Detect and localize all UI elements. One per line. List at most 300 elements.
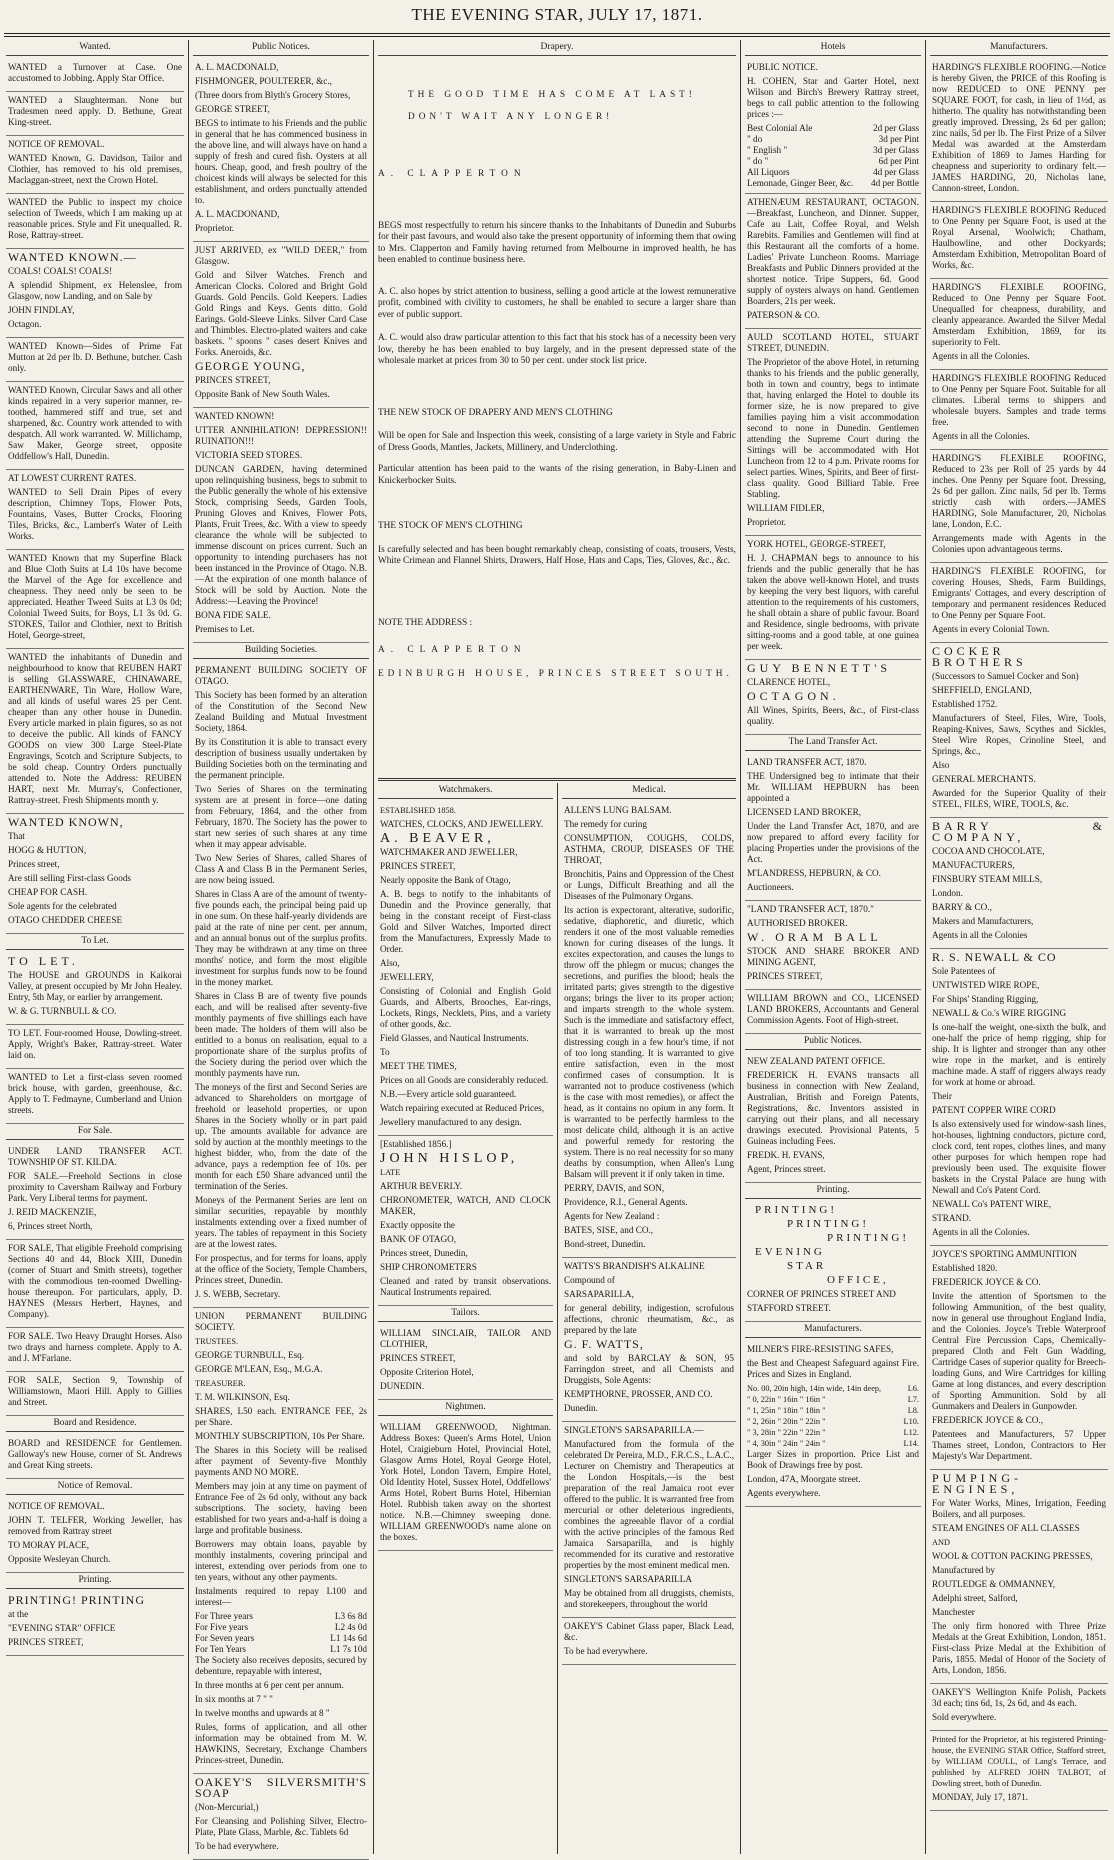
ad-line: (Non-Mercurial,) bbox=[195, 1802, 259, 1812]
ad-line: To be had everywhere. bbox=[195, 1841, 279, 1851]
ad-text: In three months at 6 per cent per annum. bbox=[195, 1680, 344, 1690]
ad-line: SHIP CHRONOMETERS bbox=[380, 1262, 477, 1272]
price-row bbox=[747, 145, 919, 156]
ad-text: WILLIAM GREENWOOD, Nightman. Address Boxes: Queen's Arms Hotel, Union Hotel, Craigieburn Hotel, Provincial Hotel, Glasgow Arms Hotel, Royal George Hotel, York Hotel, London Tavern, Empire Hotel, Old Identity Hotel, Sussex Hotel, Oddfellows' Arms Hotel, Robert Burns Hotel, Hibernian Hotel. Rubbish taken away on the shortest notice. N.B.—Chimney sweeping done. WILLIAM GREENWOOD's name alone on the boxes. bbox=[380, 1422, 551, 1542]
section-heading: Manufacturers. bbox=[930, 42, 1108, 56]
ad-title: WANTED KNOWN, bbox=[8, 815, 124, 829]
ad-title: PERMANENT BUILDING SOCIETY OF OTAGO. bbox=[195, 665, 367, 686]
price-value: L14. bbox=[903, 1439, 919, 1448]
ad-title: NOTICE OF REMOVAL. bbox=[8, 139, 105, 149]
advert bbox=[6, 249, 184, 338]
ad-text: Borrowers may obtain loans, payable by monthly instalments, covering principal and interest, extending over periods from one to ten years, without any other payments. bbox=[195, 1539, 367, 1582]
ad-text: for general debility, indigestion, scrofulous affections, chronic rheumatism, &c., as prepared by the late bbox=[564, 1303, 734, 1335]
ad-text: HARDING'S FLEXIBLE ROOFING Reduced to One Penny per Square Foot. Suitable for all climates. Liberal terms to shippers and wholesale buyers. Samples and trade terms free. bbox=[932, 373, 1106, 427]
ad-line: CONSUMPTION, COUGHS, COLDS, ASTHMA, CROUP, DISEASES OF THE THROAT, bbox=[564, 833, 734, 865]
ad-title: NEW ZEALAND PATENT OFFICE. bbox=[747, 1056, 886, 1066]
ad-line: SINGLETON'S SARSAPARILLA bbox=[564, 1574, 693, 1584]
ad-text: Under the Land Transfer Act, 1870, and are now prepared to afford every facility for placing Properties under the provisions of the Act. bbox=[747, 821, 919, 864]
ad-subtitle: COALS! COALS! COALS! bbox=[8, 266, 113, 276]
ad-line: T. M. WILKINSON, Esq. bbox=[195, 1392, 290, 1402]
section-heading: Tailors. bbox=[378, 1308, 553, 1322]
ad-line: Nearly opposite the Bank of Otago, bbox=[380, 875, 511, 885]
drapery-advert bbox=[378, 40, 736, 775]
advert bbox=[378, 1325, 553, 1400]
ad-line: MEET THE TIMES, bbox=[380, 1061, 457, 1071]
advert bbox=[6, 1592, 184, 1656]
ad-signature: WILLIAM FIDLER, bbox=[747, 503, 825, 513]
ad-text: In twelve months and upwards at 8 " bbox=[195, 1708, 330, 1718]
ad-line: SHEFFIELD, ENGLAND, bbox=[932, 685, 1032, 695]
ad-signature: GEORGE YOUNG, bbox=[195, 359, 306, 373]
ad-line: May be obtained from all druggists, chemists, and storekeepers, throughout the world bbox=[564, 1588, 734, 1609]
ad-line: CHRONOMETER, WATCH, AND CLOCK MAKER, bbox=[380, 1195, 551, 1216]
ad-line: Prices on all Goods are considerably reduced. bbox=[380, 1075, 549, 1085]
ad-line: (Successors to Samuel Cocker and Son) bbox=[932, 671, 1079, 681]
ad-text: Gold and Silver Watches. French and American Clocks. Colored and Bright Gold Guards. Gold Pencils. Gold Keepers. Ladies Gold Rings and Keys. Gents ditto. Gold Earings. Gold-Sleeve Links. Silver Card Case and Thimbles. Electro-plated waiters and cake baskets. " spoons " cases desert Knives and Forks. Aneroids, &c. bbox=[195, 270, 367, 357]
ad-line: BATES, SISE, and CO., bbox=[564, 1225, 654, 1235]
price-row bbox=[747, 134, 919, 145]
ad-signature: A. L. MACDONAND, bbox=[195, 209, 280, 219]
ad-line: NEWALL Co's PATENT WIRE, bbox=[932, 1199, 1052, 1209]
ad-line: Jewellery manufactured to any design. bbox=[380, 1117, 522, 1127]
ad-line: LICENSED LAND BROKER, bbox=[747, 807, 862, 817]
ad-line: LATE bbox=[380, 1168, 401, 1177]
ad-text: Members may join at any time on payment of Entrance Fee of 2s 6d only, without any back subscriptions. The society, having been established for two years and-a-half is doing a large and profitable business. bbox=[195, 1481, 367, 1535]
section-heading: The Land Transfer Act. bbox=[745, 737, 921, 751]
printing-line: PRINTING! bbox=[827, 1232, 909, 1244]
advert bbox=[6, 1372, 184, 1416]
ad-line: For Ships' Standing Rigging, bbox=[932, 994, 1039, 1004]
ad-line: [Established 1856.] bbox=[380, 1139, 452, 1149]
ad-title: GUY BENNETT'S bbox=[747, 661, 892, 675]
ad-text: OAKEY'S Wellington Knife Polish, Packets 3d each; tins 6d, 1s, 2s 6d, and 4s each. bbox=[932, 1687, 1106, 1708]
column-hotels bbox=[745, 40, 921, 1854]
ad-line: STRAND. bbox=[932, 1213, 972, 1223]
ad-line: PRINCES STREET, bbox=[747, 971, 823, 981]
ad-text: Is one-half the weight, one-sixth the bulk, and one-half the price of hemp rigging, ship for ship. It is lighter and stronger than any other wire rope in the market, and is entirely machine made. A staff of riggers always ready for work at home or abroad. bbox=[932, 1022, 1106, 1087]
ad-line: TO MORAY PLACE, bbox=[8, 1540, 90, 1550]
section-heading: Manufacturers. bbox=[745, 1324, 921, 1338]
advert bbox=[6, 1328, 184, 1372]
ad-line: at the bbox=[8, 1609, 29, 1619]
ad-text: HARDING'S FLEXIBLE ROOFING, Reduced to 23s per Roll of 25 yards by 44 inches. One Penny per Square foot. Dressing, 2s 6d per gallon. Zinc nails, 5d per lb. Terms strictly cash with orders.—JAMES HARDING, Sole Manufacturer, 20, Nicholas lane, London, E.C. bbox=[932, 453, 1106, 529]
ad-text: WILLIAM BROWN and CO., LICENSED LAND BROKERS, Accountants and General Commission Agents. Foot of High-street. bbox=[747, 993, 919, 1025]
advert bbox=[562, 802, 736, 1258]
ad-line: TREASURER. bbox=[195, 1379, 246, 1388]
drapery-address: EDINBURGH HOUSE, PRINCES STREET SOUTH. bbox=[378, 668, 733, 679]
ad-title: SINGLETON'S SARSAPARILLA.— bbox=[564, 1425, 704, 1435]
column-medical bbox=[562, 783, 736, 1854]
section-heading: Nightmen. bbox=[378, 1402, 553, 1416]
ad-line: Are still selling First-class Goods bbox=[8, 873, 132, 883]
ad-text: FREDERICK H. EVANS transacts all business in connection with New Zealand, Australian, British and Foreign Patents, Registrations, &c. Inventors assisted in carrying out their plans, and all necessary drawings executed. Provisional Patents, 5 Guineas including Fees. bbox=[747, 1070, 919, 1146]
ad-line: N.B.—Every article sold guaranteed. bbox=[380, 1089, 517, 1099]
price-label: For Ten Years bbox=[195, 1644, 246, 1654]
ad-title: JUST ARRIVED, ex "WILD DEER," from Glasgow. bbox=[195, 245, 367, 266]
advert bbox=[930, 279, 1108, 370]
ad-title: COCKER BROTHERS bbox=[932, 644, 1027, 669]
price-row bbox=[747, 1416, 919, 1427]
ad-line: To bbox=[380, 1047, 390, 1057]
price-row bbox=[747, 167, 919, 178]
printing-address: CORNER OF PRINCES STREET AND bbox=[747, 1289, 896, 1299]
imprint-date: MONDAY, July 17, 1871. bbox=[932, 1792, 1028, 1802]
drapery-merchant-name: A. CLAPPERTON bbox=[378, 169, 527, 179]
ad-line: BANK OF OTAGO, bbox=[380, 1234, 457, 1244]
ad-text: WANTED Known—Sides of Prime Fat Mutton at 2d per lb. D. Bethune, butcher. Cash only. bbox=[8, 341, 182, 373]
ad-title: WATTS'S BRANDISH'S ALKALINE bbox=[564, 1261, 705, 1271]
ad-line: FREDERICK JOYCE & CO., bbox=[932, 1415, 1044, 1425]
ad-merchant: JOHN HISLOP, bbox=[380, 1151, 519, 1166]
ad-text: HARDING'S FLEXIBLE ROOFING.—Notice is hereby Given, the PRICE of this Roofing is now REDUCED to ONE PENNY per SQUARE FOOT, for cash, in lieu of 1½d, as hitherto. The quality has notwithstanding been greatly improved. Dressing, 2s 6d per gallon; zinc nails, 5d per lb. The First Prize of a Silver Medal was awarded at the Amsterdam Exhibition of 1869 to James Harding for cheapness and superiority to ordinary felt.—JAMES HARDING, 20, Nicholas lane, Cannon-street, London. bbox=[932, 62, 1106, 193]
price-value: L2 4s 0d bbox=[334, 1622, 367, 1632]
drapery-paragraph: A. C. also hopes by strict attention to business, selling a good article at the lowest remunerative profit, combined with civility to customers, he shall be enabled to secure a larger share than ever of public support. bbox=[378, 286, 736, 320]
section-heading: Printing. bbox=[745, 1185, 921, 1199]
drapery-note: NOTE THE ADDRESS : bbox=[378, 617, 473, 628]
ad-title: PUMPING-ENGINES, bbox=[932, 1471, 1023, 1496]
ad-text: This Society has been formed by an alteration of the Constitution of the Second New Zealand Building and Mutual Investment Society, 1864. bbox=[195, 690, 367, 733]
ad-line: Princes street, bbox=[8, 859, 60, 869]
ad-line: CLARENCE HOTEL, bbox=[747, 677, 831, 687]
advert bbox=[930, 563, 1108, 643]
ad-title: A. L. MACDONALD, bbox=[195, 62, 279, 72]
ad-text: The HOUSE and GROUNDS in Kaikorai Valley, at present occupied by Mr John Healey. Entry, 5th May, or earlier by arrangement. bbox=[8, 970, 182, 1002]
price-label: Best Colonial Ale bbox=[747, 123, 813, 133]
column-wanted bbox=[6, 40, 184, 1854]
drapery-headline: THE GOOD TIME HAS COME AT LAST! bbox=[408, 90, 696, 100]
ad-line: Their bbox=[932, 1091, 952, 1101]
price-label: " 0, 22in " 16in " 16in " bbox=[747, 1395, 826, 1404]
ad-line: Opposite Criterion Hotel, bbox=[380, 1367, 474, 1377]
ad-line: Princes street, Dunedin, bbox=[380, 1248, 468, 1258]
ad-signature: FREDK. H. EVANS, bbox=[747, 1150, 825, 1160]
ad-line: BONA FIDE SALE. bbox=[195, 610, 271, 620]
imprint bbox=[930, 1731, 1108, 1811]
ad-line: ROUTLEDGE & OMMANNEY, bbox=[932, 1579, 1056, 1589]
ad-signature: JOHN FINDLAY, bbox=[8, 305, 75, 315]
advert bbox=[930, 370, 1108, 450]
ad-line: Proprietor. bbox=[747, 517, 787, 527]
ad-line: London. bbox=[932, 888, 963, 898]
price-label: For Three years bbox=[195, 1611, 253, 1621]
ad-text: JOHN T. TELFER, Working Jeweller, has removed from Rattray street bbox=[8, 1515, 182, 1536]
printing-address: STAFFORD STREET. bbox=[747, 1303, 831, 1313]
ad-line: Agent, Princes street. bbox=[747, 1164, 826, 1174]
price-value: 6d per Pint bbox=[878, 156, 919, 166]
price-row bbox=[747, 1438, 919, 1449]
ad-text: A. B. begs to notify to the inhabitants of Dunedin and the Province generally, that being in the constant receipt of First-class Gold and Silver Watches, Imported direct from the Manufacturers, Expressly Made to Order. bbox=[380, 889, 551, 954]
ad-line: Sold everywhere. bbox=[932, 1712, 997, 1722]
ad-title: UNION PERMANENT BUILDING SOCIETY. bbox=[195, 1311, 367, 1332]
price-value: L1 7s 10d bbox=[330, 1644, 367, 1654]
ad-text: WANTED to Let a first-class seven roomed brick house, with garden, greenhouse, &c. Apply to T. Fedmayne, Cumberland and Union streets. bbox=[8, 1072, 182, 1115]
ad-line: FREDERICK JOYCE & CO. bbox=[932, 1277, 1041, 1287]
price-label: " English " bbox=[747, 145, 788, 155]
advert bbox=[6, 649, 184, 814]
ad-line: FINSBURY STEAM MILLS, bbox=[932, 874, 1043, 884]
advert bbox=[745, 660, 921, 735]
section-heading: Wanted. bbox=[6, 42, 184, 56]
ad-line: AUTHORISED BROKER. bbox=[747, 918, 848, 928]
ad-line: STEAM ENGINES OF ALL CLASSES bbox=[932, 1523, 1080, 1533]
drapery-paragraph: Particular attention has been paid to the wants of the rising generation, in Baby-Linen and Knickerbocker Suits. bbox=[378, 464, 736, 486]
ad-line: Watch repairing executed at Reduced Prices, bbox=[380, 1103, 545, 1113]
advert bbox=[930, 1684, 1108, 1731]
ad-title: R. S. NEWALL & CO bbox=[932, 950, 1057, 964]
advert bbox=[930, 949, 1108, 1246]
ad-text: The Proprietor of the above Hotel, in returning thanks to his friends and the public generally, both in town and country, begs to intimate that, having enlarged the Hotel to double its former size, he is now prepared to give families paying him a visit accommodation second to none in Dunedin. Gentlemen attending the Supreme Court during the Sittings will be accommodated with Hot Luncheon from 12 to 4 p.m. Private rooms for select parties. Wines, Spirits, and Beer of first-class quality. Good Billiard Table. Free Stabling. bbox=[747, 357, 919, 499]
ad-signature: PATERSON & CO. bbox=[747, 310, 820, 320]
ad-line: Agents in all the Colonies bbox=[932, 930, 1028, 940]
ad-text: The Society also receives deposits, secured by debenture, repayable with interest, bbox=[195, 1655, 367, 1676]
ad-text: Is also extensively used for window-sash lines, hot-houses, lightning conductors, picture cord, clock cord, tent ropes, clothes lines, and many other purposes for which hempen rope had previously been used. The exquisite flower baskets in the Crystal Palace are hung with Newall and Co's Patent Cord. bbox=[932, 1119, 1106, 1195]
ad-line: "EVENING STAR" OFFICE bbox=[8, 1623, 116, 1633]
ad-line: Agents in all the Colonies. bbox=[932, 431, 1030, 441]
advert bbox=[930, 59, 1108, 202]
ad-text: OAKEY'S Cabinet Glass paper, Black Lead, &c. bbox=[564, 1621, 734, 1642]
ad-line: Also, bbox=[380, 958, 400, 968]
price-value: L1 14s 6d bbox=[330, 1633, 367, 1643]
advert bbox=[930, 643, 1108, 818]
ad-text: H. COHEN, Star and Garter Hotel, next Wilson and Birch's Brewery Rattray street, begs to call public attention to the following prices :— bbox=[747, 76, 919, 119]
ad-signature: M'LANDRESS, HEPBURN, & CO. bbox=[747, 868, 881, 878]
masthead-title: THE EVENING STAR, JULY 17, 1871. bbox=[411, 5, 703, 24]
price-row bbox=[747, 1405, 919, 1416]
ad-text: FOR SALE, Section 9, Township of Williamstown, Maori Hill. Apply to Gillies and Street. bbox=[8, 1375, 182, 1407]
ad-line: Manufactured by bbox=[932, 1565, 996, 1575]
printing-line: OFFICE, bbox=[827, 1274, 889, 1286]
ad-place: Octagon. bbox=[8, 319, 42, 329]
advert bbox=[930, 450, 1108, 563]
ad-text: BOARD and RESIDENCE for Gentlemen. Galloway's new House, corner of St. Andrews and Great King streets. bbox=[8, 1438, 182, 1470]
column-divider bbox=[740, 40, 741, 1854]
ad-line: To be had everywhere. bbox=[564, 1646, 648, 1656]
drapery-paragraph: BEGS most respectfully to return his sincere thanks to the Inhabitants of Dunedin and Suburbs for their past favours, and would also take the present opportunity of informing them that owing to Mrs. Clapperton and Family having returned from Melbourne in improved health, he has been enabled to continue business here. bbox=[378, 220, 736, 265]
price-row bbox=[747, 123, 919, 134]
price-value: 3d per Pint bbox=[878, 134, 919, 144]
advert bbox=[193, 1774, 369, 1860]
drapery-subhead: THE NEW STOCK OF DRAPERY AND MEN'S CLOTHING bbox=[378, 407, 613, 418]
advert bbox=[930, 1470, 1108, 1684]
ad-line: OTAGO CHEDDER CHEESE bbox=[8, 915, 123, 925]
price-value: L10. bbox=[903, 1417, 919, 1426]
price-label: " 1, 25in " 18in " 18in " bbox=[747, 1406, 826, 1415]
advert bbox=[6, 1143, 184, 1240]
ad-text: FOR SALE.—Freehold Sections in close proximity to Caversham Railway and Forbury Park. Very Liberal terms for payment. bbox=[8, 1171, 182, 1203]
ad-title: BARRY & COMPANY, bbox=[932, 819, 1106, 844]
advert bbox=[562, 1422, 736, 1618]
ad-line: Auctioneers. bbox=[747, 882, 794, 892]
advert bbox=[562, 1618, 736, 1665]
column-public-notices bbox=[193, 40, 369, 1854]
ad-line: PRINCES STREET, bbox=[380, 1353, 456, 1363]
ad-text: The moneys of the first and Second Series are advanced to Shareholders on mortgage of freehold or leasehold properties, or upon Shares in the Society wholly or in part paid up. The amounts available for advance are sold by auction at the monthly meetings to the highest bidder, who, from the date of the advance, pays a redemption fee of 10s. per month for each £50 Share advanced until the termination of the Series. bbox=[195, 1082, 367, 1191]
ad-line: Exactly opposite the bbox=[380, 1220, 456, 1230]
ad-line: That bbox=[8, 831, 25, 841]
advert bbox=[378, 1419, 553, 1551]
drapery-headline-2: DON'T WAIT ANY LONGER! bbox=[408, 111, 614, 122]
advert bbox=[6, 338, 184, 382]
ad-line: Proprietor. bbox=[195, 223, 235, 233]
ad-title: WANTED KNOWN! bbox=[195, 411, 275, 421]
ad-line: For Water Works, Mines, Irrigation, Feeding Boilers, and all purposes. bbox=[932, 1498, 1106, 1519]
ad-title: LAND TRANSFER ACT, 1870. bbox=[747, 757, 867, 767]
ad-line: GENERAL MERCHANTS. bbox=[932, 774, 1036, 784]
ad-line: ESTABLISHED 1858. bbox=[380, 806, 456, 815]
ad-line: Arrangements made with Agents in the Colonies upon advantageous terms. bbox=[932, 533, 1106, 554]
advert bbox=[6, 136, 184, 194]
ad-line: Opposite Bank of New South Wales. bbox=[195, 389, 330, 399]
ad-line: JEWELLERY, bbox=[380, 972, 434, 982]
printing-line: EVENING bbox=[755, 1246, 825, 1258]
price-value: 3d per Glass bbox=[873, 145, 919, 155]
advert bbox=[745, 1341, 921, 1507]
ad-text: FOR SALE. Two Heavy Draught Horses. Also two drays and harness complete. Apply to A. and J. M'Farlane. bbox=[8, 1331, 182, 1363]
ad-text: WANTED Known, Circular Saws and all other kinds repaired in a very superior manner, re-toothed, hammered stiff and true, set and sharpened, &c. Country work attended to with despatch. All work warranted. W. Millichamp, Saw Maker, George street, opposite Oddfellow's Hall, Dunedin. bbox=[8, 385, 182, 461]
ad-title: WILLIAM SINCLAIR, TAILOR AND CLOTHIER, bbox=[380, 1328, 551, 1349]
ad-text: Two Series of Shares on the terminating system are at present in force—one dating from February, 1864, and the other from February, 1870. The Society has the power to start new series of such shares at any time when it may appear advisable. bbox=[195, 784, 367, 849]
section-heading: Notice of Removal. bbox=[6, 1481, 184, 1495]
ad-text: HARDING'S FLEXIBLE ROOFING, for covering Houses, Sheds, Farm Buildings, Emigrants' Cottages, and every description of temporary and permanent residences Reduced to One Penny per Square Foot. bbox=[932, 566, 1106, 620]
drapery-paragraph: Is carefully selected and has been bought remarkably cheap, consisting of coats, trousers, Vests, White Crimean and Flannel Shirts, Drawers, Half Hose, Hats and Caps, Ties, Gloves, &c., &c. bbox=[378, 544, 736, 566]
advert bbox=[6, 194, 184, 249]
price-row bbox=[195, 1633, 367, 1644]
ad-text: HARDING'S FLEXIBLE ROOFING, Reduced to One Penny per Square Foot. Unequalled for cheapness, durability, and cleanly appearance. Awarded the Silver Medal Amsterdam Exhibition, 1869, for its superiority to Felt. bbox=[932, 282, 1106, 347]
advert bbox=[930, 1246, 1108, 1470]
ad-text: H. J. CHAPMAN begs to announce to his friends and the public generally that he has taken the above well-known Hotel, and trusts by keeping the very best liquors, with careful attention to the requirements of his customers, he shall obtain a share of public favour. Board and Residence, single bedrooms, with private sitting-rooms and a good table, at one guinea per week. bbox=[747, 553, 919, 651]
ad-text: FOR SALE, That eligible Freehold comprising Sections 40 and 44, Block XIII, Dunedin (corner of Stuart and Smith streets), together with the commodious ten-roomed Dwelling-house thereupon. For particulars, apply, D. HAYNES (Messrs Herbert, Haynes, and Company). bbox=[8, 1243, 182, 1319]
ad-text: Shares in Class B are of twenty five pounds each, and will be realised after seventy-five monthly payments of five shillings each have been made. The holders of them will also be entitled to a bonus on realisation, equal to a proportionate share of the surplus profits of the Society during the period over which the monthly payments have run. bbox=[195, 991, 367, 1078]
price-label: " 2, 26in " 20in " 22in " bbox=[747, 1417, 826, 1426]
ad-signature: J. REID MACKENZIE, bbox=[8, 1207, 97, 1217]
ad-line: Bond-street, Dunedin. bbox=[564, 1239, 646, 1249]
ad-signature: G. F. WATTS, bbox=[564, 1337, 644, 1351]
ad-line: Makers and Manufacturers, bbox=[932, 916, 1034, 926]
price-value: L3 6s 8d bbox=[334, 1611, 367, 1621]
ad-text: WANTED the Public to inspect my choice selection of Tweeds, which I am making up at reasonable prices. Style and Fit unequalled. R. Rose, Rattray-street. bbox=[8, 197, 182, 240]
ad-line: VICTORIA SEED STORES. bbox=[195, 450, 303, 460]
ad-text: ATHENÆUM RESTAURANT, OCTAGON.—Breakfast, Luncheon, and Dinner. Supper, Cafe au Lait, Coffee Royal, and Welsh Rarebits. Families and Gentlemen will find at this Restaurant all the comforts of a home. Ladies' Private Luncheon Rooms. Marriage Breakfasts and Public Dinners provided at the shortest notice. Tripe Suppers, 6d. Good supply of oysters always on hand. Gentlemen Boarders, 21s per week. bbox=[747, 197, 919, 306]
price-row bbox=[747, 1394, 919, 1405]
ad-title: ALLEN'S LUNG BALSAM. bbox=[564, 805, 672, 815]
price-label: All Liquors bbox=[747, 167, 790, 177]
ad-line: Dunedin. bbox=[564, 1403, 598, 1413]
column-divider bbox=[373, 40, 374, 1854]
advert bbox=[378, 1136, 553, 1306]
ad-title: UNDER LAND TRANSFER ACT. TOWNSHIP OF ST. KILDA. bbox=[8, 1146, 182, 1167]
drapery-paragraph: Will be open for Sale and Inspection this week, consisting of a large variety in Style and Fabric of Dress Goods, Mantles, Jackets, Millinery, and Underclothing. bbox=[378, 431, 736, 453]
ad-signature: PERRY, DAVIS, and SON, bbox=[564, 1183, 665, 1193]
price-row bbox=[195, 1644, 367, 1655]
drapery-paragraph: A. C. would also draw particular attention to this fact that his stock has of a necessity been very low, thereby he has been enabled to buy largely, and in the present depressed state of the wholesale market at prices from 30 to 50 per cent. under stock list price. bbox=[378, 333, 736, 366]
advert bbox=[6, 550, 184, 649]
advert bbox=[378, 802, 553, 1136]
ad-line: (Three doors from Blyth's Grocery Stores, bbox=[195, 90, 351, 100]
section-heading: Building Societies. bbox=[193, 645, 369, 659]
ad-line: WATCHMAKER AND JEWELLER, bbox=[380, 847, 518, 857]
ad-line: TRUSTEES. bbox=[195, 1337, 239, 1346]
section-heading: Printing. bbox=[6, 1575, 184, 1589]
price-label: For Five years bbox=[195, 1622, 249, 1632]
ad-line: HOGG & HUTTON, bbox=[8, 845, 87, 855]
ad-text: WANTED a Slaughterman. None but Tradesmen need apply. D. Bethune, Great King-street. bbox=[8, 95, 182, 127]
ad-text: Consisting of Colonial and English Gold Guards, and Alberts, Brooches, Ear-rings, Lockets, Rings, Necklets, Pins, and a variety of other goods, &c. bbox=[380, 986, 551, 1029]
ad-text: The Shares in this Society will be realised after payment of Seventy-five Monthly payments AND NO MORE. bbox=[195, 1445, 367, 1477]
ad-text: WANTED Known that my Superfine Black and Blue Cloth Suits at L4 10s have become the Marvel of the Age for excellence and cheapness. They need only be seen to be appreciated. Heather Tweed Suits at L3 0s 0d; Colonial Tweed Suits, for Boys, L1 3s 0d. G. STOKES, Tailor and Clothier, next to British Hotel, George-street, bbox=[8, 553, 182, 640]
ad-line: The remedy for curing bbox=[564, 819, 647, 829]
ad-text: Manufactured from the formula of the celebrated Dr Pereira, M.D., F.R.C.S., L.A.C., Lecturer on Chemistry and Therapeutics at the London Hospitals,—is the best preparation of the real Jamaica root ever offered to the public. It is warranted free from mercurial or other deleterious ingredients, combines the agreeable flavor of a cordial with the active principles of the famous Red Jamaica Sarsaparilla, and is highly recommended for its curative and restorative properties by the most eminent medical men. bbox=[564, 1439, 734, 1570]
advert bbox=[745, 754, 921, 901]
ad-line: DUNEDIN. bbox=[380, 1381, 425, 1391]
price-label: " 3, 28in " 22in " 22in " bbox=[747, 1428, 826, 1437]
ad-line: Premises to Let. bbox=[195, 624, 255, 634]
printing-line: STAR bbox=[787, 1260, 827, 1272]
price-label: " do bbox=[747, 134, 763, 144]
ad-signature: W. & G. TURNBULL & CO. bbox=[8, 1006, 117, 1016]
ad-line: Compound of bbox=[564, 1275, 615, 1285]
ad-text: A splendid Shipment, ex Helenslee, from Glasgow, now Landing, and on Sale by bbox=[8, 280, 182, 301]
advert bbox=[6, 470, 184, 550]
ad-line: Agents for New Zealand : bbox=[564, 1211, 660, 1221]
ad-text: Manufacturers of Steel, Files, Wire, Tools, Reaping-Knives, Saws, Scythes and Sickles, Steel Wire Ropes, Crinoline Steel, and Springs, &c., bbox=[932, 713, 1106, 756]
ad-line: Providence, R.I., General Agents. bbox=[564, 1197, 688, 1207]
ad-text: Shares in Class A are of the amount of twenty-five pounds each, the principal being paid up in one sum. On these half-yearly dividends are paid at the rate of nine per cent. per annum, and an annual bonus out of the surplus profits. They may be withdrawn at any time on three months' notice, and form the most eligible investment for surplus funds now to be found in the money market. bbox=[195, 889, 367, 987]
ad-text: Patentees and Manufacturers, 57 Upper Thames street, London, Contractors to Her Majesty's War Department. bbox=[932, 1429, 1106, 1461]
section-heading: Medical. bbox=[562, 785, 736, 799]
ad-line: GEORGE M'LEAN, Esq., M.G.A. bbox=[195, 1364, 323, 1374]
advert bbox=[745, 901, 921, 990]
price-value: 4d per Glass bbox=[873, 167, 919, 177]
ad-line: AND bbox=[932, 1538, 950, 1547]
column-divider bbox=[925, 40, 926, 1854]
ad-line: STOCK AND SHARE BROKER AND MINING AGENT, bbox=[747, 946, 919, 967]
section-heading: Drapery. bbox=[378, 42, 736, 56]
price-value: 4d per Bottle bbox=[871, 178, 919, 188]
price-value: L7. bbox=[907, 1395, 919, 1404]
ad-line: Adelphi street, Salford, bbox=[932, 1593, 1018, 1603]
ad-title: OAKEY'S SILVERSMITH'S SOAP bbox=[195, 1775, 367, 1800]
ad-line: Opposite Wesleyan Church. bbox=[8, 1554, 111, 1564]
ad-line: UNTWISTED WIRE ROPE, bbox=[932, 980, 1040, 990]
ad-line: PRINCES STREET, bbox=[380, 861, 456, 871]
advert bbox=[562, 1258, 736, 1422]
ad-title: WATCHES, CLOCKS, AND JEWELLERY. bbox=[380, 819, 544, 829]
advert bbox=[745, 1053, 921, 1183]
advert bbox=[745, 990, 921, 1034]
ad-text: All Wines, Spirits, Beers, &c., of First-class quality. bbox=[747, 705, 919, 726]
ad-text: Invite the attention of Sportsmen to the following Ammunition, of the best quality, now in general use throughout England India, and the Colonies. Joyce's Treble Waterproof Central Fire Percussion Caps, Chemically-prepared Cloth and Felt Gun Wadding, Cartridge Cases of superior quality for Breech-loading Guns, and Wire Cartridges for killing Game at long distances, and every description of Sporting Ammunition. Sold by all Gunmakers and Dealers in Gunpowder. bbox=[932, 1291, 1106, 1411]
ad-title: JOYCE'S SPORTING AMMUNITION bbox=[932, 1249, 1078, 1259]
drapery-subhead: THE STOCK OF MEN'S CLOTHING bbox=[378, 521, 523, 531]
price-row bbox=[747, 156, 919, 167]
price-value: 2d per Glass bbox=[873, 123, 919, 133]
masthead-rule-2 bbox=[4, 36, 1110, 37]
ad-line: COCOA AND CHOCOLATE, bbox=[932, 846, 1045, 856]
advert bbox=[930, 818, 1108, 949]
ad-text: Bronchitis, Pains and Oppression of the Chest or Lungs, Difficult Breathing and all the Diseases of the Pulmonary Organs. bbox=[564, 869, 734, 901]
ad-line: Agents in all the Colonies. bbox=[932, 351, 1030, 361]
section-heading: Public Notices. bbox=[193, 42, 369, 56]
ad-title: PUBLIC NOTICE. bbox=[747, 62, 818, 72]
ad-text: DUNCAN GARDEN, having determined upon relinquishing business, begs to submit to the Public generally the whole of his extensive Stock, comprising Seeds, Garden Tools, Pruning Gloves and Knives, Flower Pots, Plants, Fruit Trees, &c. With a view to speedy clearance the whole will be subjected to immense discount on prices current. Such an opportunity to intending purchasers has not been instanced in the Province of Otago. N.B.—At the expiration of one month balance of Stock will be sold by Auction. Note the Address:—Leaving the Province! bbox=[195, 464, 367, 606]
price-label: " 4, 30in " 24in " 24in " bbox=[747, 1439, 826, 1448]
ad-line: Established 1752. bbox=[932, 699, 998, 709]
ad-line: MONTHLY SUBSCRIPTION, 10s Per Share. bbox=[195, 1431, 365, 1441]
advert bbox=[193, 59, 369, 242]
advert bbox=[930, 202, 1108, 279]
ad-merchant: A. BEAVER, bbox=[380, 831, 495, 846]
ad-text: Two New Series of Shares, called Shares of Class A and Class B in the Permanent Series, are now being issued. bbox=[195, 853, 367, 885]
